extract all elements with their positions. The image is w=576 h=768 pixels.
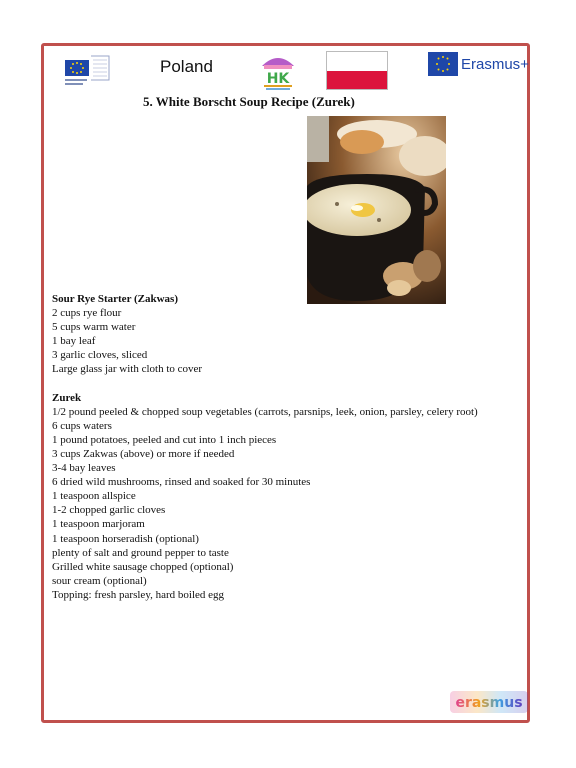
erasmus-footer-text: erasmus	[455, 695, 523, 711]
eu-flag-icon	[428, 52, 458, 76]
flag-red-stripe	[327, 71, 387, 90]
ingredient-line: 3 garlic cloves, sliced	[52, 349, 148, 362]
ingredient-line: 1-2 chopped garlic cloves	[52, 504, 166, 517]
european-commission-logo	[53, 52, 113, 90]
erasmus-plus-logo	[428, 52, 530, 80]
ingredient-line: 3-4 bay leaves	[52, 462, 116, 475]
erasmus-plus-text: Erasmus+	[461, 56, 529, 73]
svg-text:HK: HK	[266, 71, 290, 87]
ingredient-line: 3 cups Zakwas (above) or more if needed	[52, 447, 235, 460]
zurek-heading: Zurek	[52, 391, 82, 404]
soup-photo	[307, 116, 446, 304]
ingredient-line: 5 cups warm water	[52, 321, 136, 334]
ingredient-line: plenty of salt and ground pepper to taste	[52, 546, 229, 559]
flag-white-stripe	[327, 52, 387, 71]
ingredient-line: Grilled white sausage chopped (optional)	[52, 560, 234, 573]
ingredient-line: 2 cups rye flour	[52, 307, 122, 320]
ingredient-line: 1 teaspoon marjoram	[52, 518, 145, 531]
erasmus-footer-logo	[450, 690, 528, 714]
ingredient-line: 1 pound potatoes, peeled and cut into 1 inch pieces	[52, 433, 277, 446]
ingredient-line: 1 bay leaf	[52, 335, 96, 348]
ingredient-line: 1 teaspoon horseradish (optional)	[52, 532, 199, 545]
recipe-title: 5. White Borscht Soup Recipe (Zurek)	[143, 94, 355, 109]
starter-heading: Sour Rye Starter (Zakwas)	[52, 293, 179, 305]
ingredient-line: sour cream (optional)	[52, 574, 147, 587]
project-logo	[258, 52, 298, 92]
ingredient-line: 1 teaspoon allspice	[52, 490, 136, 503]
country-name: Poland	[160, 57, 213, 76]
ingredient-line: Topping: fresh parsley, hard boiled egg	[52, 588, 225, 601]
ingredient-line: 1/2 pound peeled & chopped soup vegetables (carrots, parsnips, leek, onion, parsley, celery root)	[52, 405, 478, 418]
ingredient-line: 6 dried wild mushrooms, rinsed and soaked for 30 minutes	[52, 476, 311, 489]
poland-flag	[326, 51, 388, 90]
ingredient-line: Large glass jar with cloth to cover	[52, 363, 203, 376]
ingredient-line: 6 cups waters	[52, 419, 112, 432]
recipe-body	[52, 292, 522, 602]
